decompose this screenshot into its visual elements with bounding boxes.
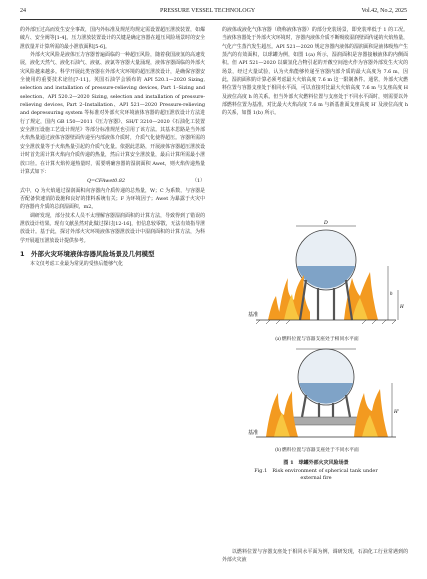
left-column: [20, 26, 205, 268]
equation-number: （1）: [192, 178, 205, 185]
label-h: h: [390, 292, 393, 297]
paragraph: 式中，Q 为火焰通过湿润面积向容器内介质传递的总热量，W；C 为系数，与容器是否配备快速消防设施和良好的排料系统有关；F 为环境因子；Awet 为暴露于火灾中的容器内介质的总润湿面积，m2。: [20, 187, 205, 211]
paragraph: 本文仅考虑工业最为常见的受热后能够气化: [30, 260, 123, 267]
running-header: [20, 8, 407, 18]
label-base: 基准: [248, 430, 259, 436]
paragraph: 的液体或液化气体容器（绕称液体容器）的部分充装场景，即充装率低于 1 的工况。当液体容器处于外部火灾环境时，容器内液体介质不断吸收湿润壁面传递的火焰热量，气化产生蒸汽发生超压。API 521—2020 规定容器内液体的湿润面积是液体吸热产生蒸汽的有效面积，以球罐为例，如图 1(a) 所示，湿润面积是容器接触液体的内侧面积。但 API 521—2020 以碳氢化合物引起的开敞空间池火作为容器外部发生火灾的场景，经过大量试验，认为火焰能够传递至容器内部介质的最大高度为 7.6 m，因此，湿润面积的计算必须考虑最大火焰高度 7.6 m 这一限制条件。通常，外部火灾燃料位置与容器支座处于相同水平面，可以直接对比最大火焰高度 7.6 m 与支座高度 H 及液位高度 h 的关系。但当外部火灾燃料位置与支座处于不同水平面时，则需要以外部燃料位置为基准，对比最大火焰高度 7.6 m 与新基准面支座高度 H′ 及液位高度 h 的关系，如图 1(b) 所示。: [222, 27, 408, 117]
caption-en-2: external fire: [300, 475, 332, 481]
page-number: 24: [20, 8, 26, 14]
paragraph: 调研发现，部分技术人员不太理解容器湿润面积的计算方法，导致得到了错误的泄放设计结果。现有文献虽然对此做过探讨[12-16]，但信息较零散，无法有效指导泄放设计。基于此，探讨外部火灾环境液体容器泄放设计中湿润面积的计算方法，为科学开展超压泄放设计提供参考。: [20, 212, 205, 244]
paragraph: 的外部压过高而发生安全事故，国内外标准及规范均规定需设置超压泄放装置，如爆破片、安全阀等[1-4]。压力泄放装置设计的关键是确定容器在超压风险场景时的安全泄放量并计算所需的最小泄放面积[5-6]。: [20, 27, 205, 50]
caption-en-1: Fig.1 Risk environment of spherical tank under: [254, 467, 378, 474]
journal-name: PRESSURE VESSEL TECHNOLOGY: [160, 8, 256, 14]
label-base: 基准: [248, 312, 259, 318]
equation-text: Q=CFAwet0.82: [87, 178, 126, 185]
subcaption-a: (a) 燃料位置与容器支座处于相同水平面: [275, 337, 359, 342]
spherical-tank-diagram-b: [226, 343, 408, 443]
right-column-bottom: [222, 548, 408, 565]
figure-1b: [226, 343, 408, 453]
paragraph: 以燃料位置与容器支座处于相同水平面为例，调研发现，石油化工行业常遇到的外部火灾液: [222, 549, 408, 564]
label-H: H: [400, 305, 404, 310]
equation-1: [20, 177, 205, 185]
header-rule: [20, 19, 407, 20]
paragraph: 外部火灾风险是液体压力容器普遍面临的一种超压风险，随着我国液氢的高速发展，液化天然气、液化石油气、液氨、液氯等容器大量涌现，液体容器面临的外部火灾风险越来越多。科学开展此类容器在外部火灾环境的超压泄放设计，是确保容器安全使用的重要技术途径[7-11]。英国石油学会颁布的 API 520.1—2020 Sizing, selection and installation of pressure-relieving devices, Part 1–Sizing and selection、API 520.2—2020 Sizing, selection and installation of pressure-relieving devices, Part 2–Installation、API 521—2020 Pressure-relieving and depressuring system 等标准对外部火灾环境液体容器的超压泄放设计方法进行了规定，国内 GB 150—2011《压力容器》、SH/T 3210—2020《石油化工装置安全泄压设施工艺设计规范》等部分标准规范也引用了该方法。其基本思路是当外部火焰热量通过液体容器壁面传递至内部液体介质时，介质气化使得超压。容器所需的安全泄放量等于火焰热量引起的介质气化量。依据此思路，开展液体容器超压泄放设计时首先需计算火焰向介质传递的热量，然后计算安全泄放量，最后计算所需最小泄放口径。在计算火焰传递热量时，需要明确容器的湿润面积 Awet，则火焰传递热量计算式如下：: [20, 52, 205, 175]
subcaption-b: (b) 燃料位置与容器支座处于不同水平面: [275, 448, 359, 453]
figure-caption: [216, 460, 416, 483]
volume-info: Vol.42, No.2, 2025: [361, 8, 407, 14]
label-d: D: [324, 221, 328, 226]
figure-1a: [226, 220, 408, 340]
section-heading: 1 外部火灾环境液体容器风险场景及几何模型: [20, 249, 155, 258]
label-Hp: H′: [394, 410, 399, 415]
spherical-tank-diagram-a: [226, 220, 408, 332]
caption-zh: 图 1 球罐外部火灾风险场景: [283, 460, 349, 466]
right-column: [222, 26, 408, 118]
